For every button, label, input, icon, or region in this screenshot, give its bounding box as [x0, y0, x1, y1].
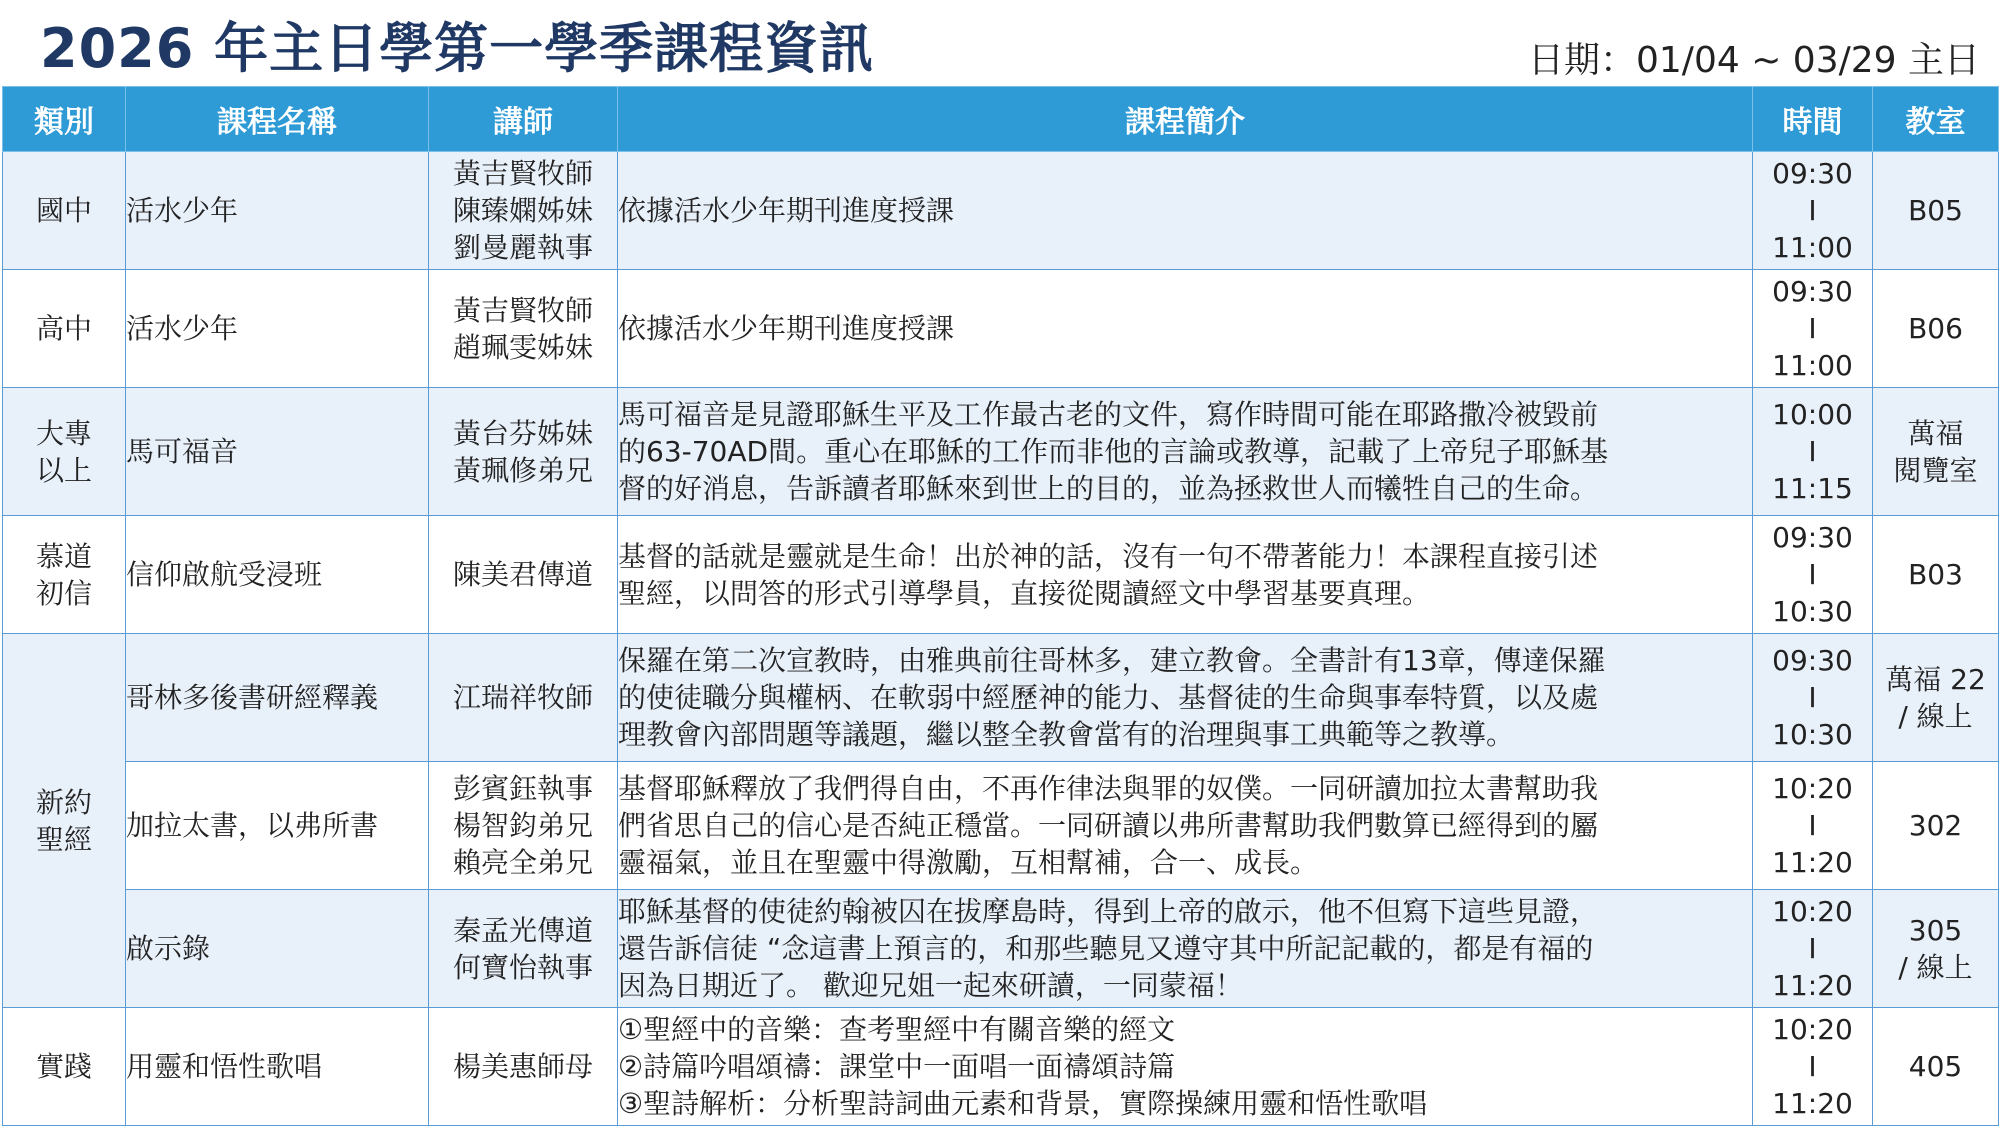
course-name-cell: 活水少年 [126, 152, 429, 270]
time-cell: 09:30 I 11:00 [1753, 270, 1873, 388]
column-header-description: 課程簡介 [618, 87, 1753, 152]
room-label: 305 / 線上 [1898, 913, 1973, 984]
course-name-cell: 啟示錄 [126, 890, 429, 1008]
time-cell: 10:20 I 11:20 [1753, 762, 1873, 890]
room-label: 萬福 閱覽室 [1893, 416, 1978, 487]
date-range: 日期：01/04 ~ 03/29 主日 [1528, 40, 1980, 81]
time-cell: 10:20 I 11:20 [1753, 1008, 1873, 1126]
description-cell: 基督耶穌釋放了我們得自由，不再作律法與罪的奴僕。一同研讀加拉太書幫助我 們省思自己的信心是否純正穩當。一同研讀以弗所書幫助我們數算已經得到的屬 靈福氣，並且在聖靈中得激勵，互相幫補，合一、成長。 [618, 762, 1753, 890]
course-name-cell: 活水少年 [126, 270, 429, 388]
table-header-row [3, 87, 1999, 152]
teacher-cell: 彭賓鈺執事 楊智鈞弟兄 賴亮全弟兄 [429, 762, 618, 890]
teacher-cell: 黃吉賢牧師 陳臻嫻姊妹 劉曼麗執事 [429, 152, 618, 270]
table-row [3, 634, 1999, 762]
category-cell [3, 388, 126, 516]
teacher-cell: 黃吉賢牧師 趙珮雯姊妹 [429, 270, 618, 388]
room-cell [1873, 152, 1999, 270]
category-cell [3, 270, 126, 388]
course-name-cell: 加拉太書，以弗所書 [126, 762, 429, 890]
column-header-room: 教室 [1873, 87, 1999, 152]
description-cell: 耶穌基督的使徒約翰被囚在拔摩島時，得到上帝的啟示，他不但寫下這些見證， 還告訴信徒 “念這書上預言的，和那些聽見又遵守其中所記記載的，都是有福的 因為日期近了。 歡迎兄姐一起來研讀，一同蒙福！ [618, 890, 1753, 1008]
time-cell: 09:30 I 11:00 [1753, 152, 1873, 270]
time-cell: 09:30 I 10:30 [1753, 634, 1873, 762]
category-label: 實踐 [35, 1050, 92, 1083]
description-cell: 基督的話就是靈就是生命！出於神的話，沒有一句不帶著能力！本課程直接引述 聖經，以問答的形式引導學員，直接從閱讀經文中學習基要真理。 [618, 516, 1753, 634]
description-cell: 依據活水少年期刊進度授課 [618, 270, 1753, 388]
table-row [3, 890, 1999, 1008]
teacher-cell: 黃台芬姊妹 黃珮修弟兄 [429, 388, 618, 516]
course-name-cell: 用靈和悟性歌唱 [126, 1008, 429, 1126]
description-cell: 馬可福音是見證耶穌生平及工作最古老的文件，寫作時間可能在耶路撒冷被毀前 的63-70AD間。重心在耶穌的工作而非他的言論或教導，記載了上帝兒子耶穌基 督的好消息，告訴讀者耶穌來到世上的目的，並為拯救世人而犧牲自己的生命。 [618, 388, 1753, 516]
time-cell: 10:20 I 11:20 [1753, 890, 1873, 1008]
category-cell [3, 1008, 126, 1126]
column-header-teacher: 講師 [429, 87, 618, 152]
column-header-category: 類別 [3, 87, 126, 152]
teacher-cell: 江瑞祥牧師 [429, 634, 618, 762]
course-name-cell: 哥林多後書研經釋義 [126, 634, 429, 762]
table-row [3, 388, 1999, 516]
table-row [3, 516, 1999, 634]
category-cell [3, 634, 126, 1008]
room-label: 302 [1908, 809, 1963, 842]
category-cell [3, 152, 126, 270]
room-label: 405 [1908, 1050, 1963, 1083]
category-cell [3, 516, 126, 634]
time-cell: 09:30 I 10:30 [1753, 516, 1873, 634]
room-cell [1873, 762, 1999, 890]
description-cell: ①聖經中的音樂：查考聖經中有關音樂的經文 ②詩篇吟唱頌禱：課堂中一面唱一面禱頌詩篇 ③聖詩解析：分析聖詩詞曲元素和背景，實際操練用靈和悟性歌唱 [618, 1008, 1753, 1126]
teacher-cell: 楊美惠師母 [429, 1008, 618, 1126]
category-label: 國中 [35, 194, 92, 227]
teacher-cell: 陳美君傳道 [429, 516, 618, 634]
room-cell [1873, 516, 1999, 634]
course-table [2, 86, 1999, 1126]
room-label: 萬福 22 / 線上 [1885, 662, 1986, 733]
category-label: 高中 [35, 312, 92, 345]
table-row [3, 1008, 1999, 1126]
table-row [3, 152, 1999, 270]
room-cell [1873, 388, 1999, 516]
table-row [3, 270, 1999, 388]
teacher-cell: 秦孟光傳道 何寶怡執事 [429, 890, 618, 1008]
description-cell: 依據活水少年期刊進度授課 [618, 152, 1753, 270]
room-cell [1873, 1008, 1999, 1126]
room-label: B06 [1908, 312, 1963, 345]
column-header-time: 時間 [1753, 87, 1873, 152]
room-cell [1873, 634, 1999, 762]
category-label: 新約 聖經 [35, 785, 92, 856]
room-cell [1873, 890, 1999, 1008]
category-label: 大專 以上 [35, 416, 92, 487]
column-header-course: 課程名稱 [126, 87, 429, 152]
room-cell [1873, 270, 1999, 388]
course-name-cell: 信仰啟航受浸班 [126, 516, 429, 634]
room-label: B03 [1908, 558, 1963, 591]
room-label: B05 [1908, 194, 1963, 227]
course-name-cell: 馬可福音 [126, 388, 429, 516]
table-row [3, 762, 1999, 890]
description-cell: 保羅在第二次宣教時，由雅典前往哥林多，建立教會。全書計有13章，傳達保羅 的使徒職分與權柄、在軟弱中經歷神的能力、基督徒的生命與事奉特質，以及處 理教會內部問題等議題，繼以整全教會當有的治理與事工典範等之教導。 [618, 634, 1753, 762]
category-label: 慕道 初信 [35, 539, 92, 610]
time-cell: 10:00 I 11:15 [1753, 388, 1873, 516]
page-title: 2026 年主日學第一學季課程資訊 [40, 17, 875, 80]
